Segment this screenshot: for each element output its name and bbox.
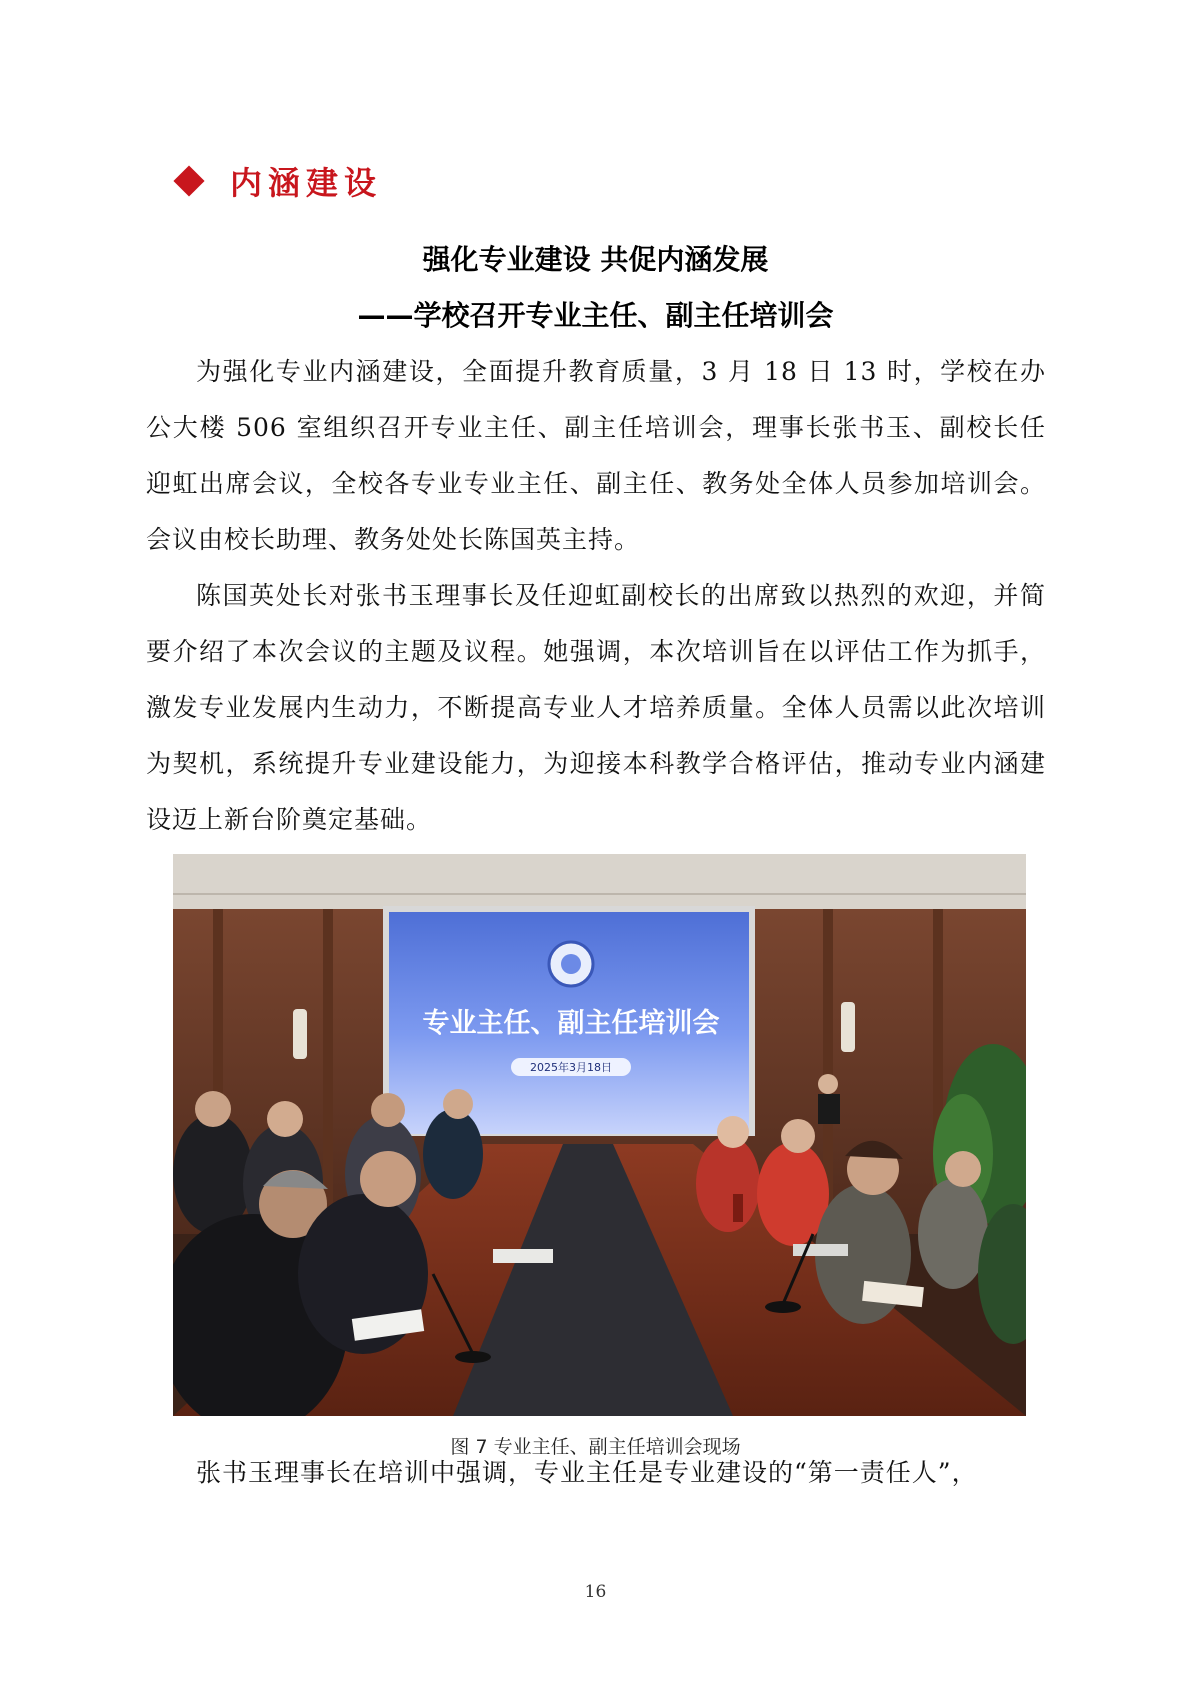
article-title: 强化专业建设 共促内涵发展 (422, 243, 769, 276)
section-heading (172, 158, 382, 204)
paragraph-2: 陈国英处长对张书玉理事长及任迎虹副校长的出席致以热烈的欢迎，并简要介绍了本次会议的主题及议程。她强调，本次培训旨在以评估工作为抓手，激发专业发展内生动力，不断提高专业人才培养质量。全体人员需以此次培训为契机，系统提升专业建设能力，为迎接本科教学合格评估，推动专业内涵建设迈上新台阶奠定基础。 (146, 581, 1046, 834)
diamond-bullet-icon (173, 165, 204, 196)
paragraph-3: 张书玉理事长在培训中强调，专业主任是专业建设的“第一责任人”， (196, 1458, 978, 1487)
figure-caption: 图 7 专业主任、副主任培训会现场 (450, 1436, 741, 1458)
section-title: 内涵建设 (230, 164, 383, 202)
screen-title: 专业主任、副主任培训会 (422, 1008, 720, 1039)
screen-date: 2025年3月18日 (530, 1061, 612, 1074)
page-number: 16 (584, 1582, 607, 1602)
article-subtitle: ——学校召开专业主任、副主任培训会 (357, 299, 834, 332)
paragraph-1: 为强化专业内涵建设，全面提升教育质量，3 月 18 日 13 时，学校在办公大楼 506 室组织召开专业主任、副主任培训会，理事长张书玉、副校长任迎虹出席会议，全校各专业专业主任、副主任、教务处全体人员参加培训会。会议由校长助理、教务处处长陈国英主持。 (146, 357, 1046, 554)
meeting-photo (173, 854, 1026, 1416)
